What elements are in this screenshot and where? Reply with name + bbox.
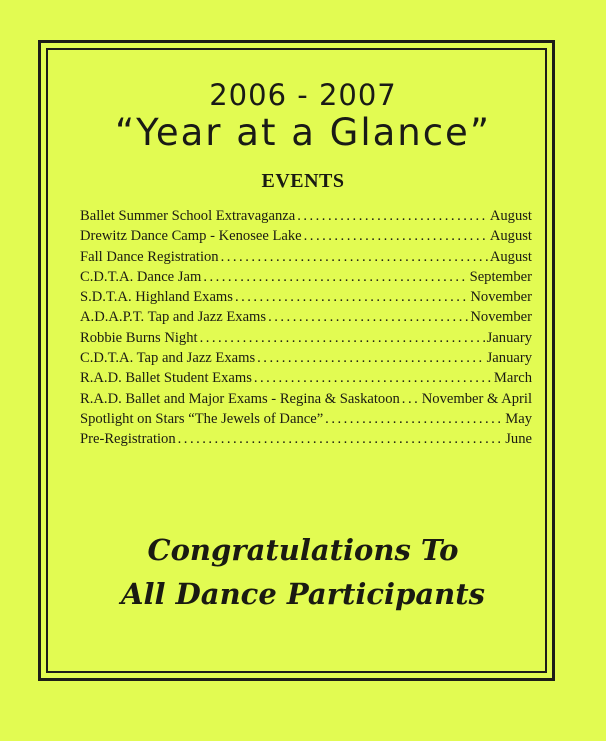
events-list: [80, 206, 532, 450]
event-date: August: [489, 228, 532, 245]
dot-leader: [178, 429, 504, 449]
list-item: [80, 409, 532, 429]
list-item: [80, 206, 532, 226]
event-name: R.A.D. Ballet and Major Exams - Regina & Saskatoon: [80, 390, 400, 407]
list-item: [80, 287, 532, 307]
event-name: C.D.T.A. Dance Jam: [80, 268, 202, 285]
dot-leader: [200, 328, 485, 348]
list-item: [80, 307, 532, 327]
list-item: [80, 328, 532, 348]
event-name: S.D.T.A. Highland Exams: [80, 289, 233, 306]
dot-leader: [221, 247, 488, 267]
list-item: [80, 389, 532, 409]
event-date: March: [493, 370, 532, 387]
event-date: November: [470, 309, 532, 326]
event-name: R.A.D. Ballet Student Exams: [80, 370, 252, 387]
list-item: [80, 226, 532, 246]
event-name: Drewitz Dance Camp - Kenosee Lake: [80, 228, 302, 245]
page-title: “Year at a Glance”: [115, 111, 491, 154]
dot-leader: [304, 226, 488, 246]
list-item: [80, 429, 532, 449]
event-date: January: [486, 329, 532, 346]
list-item: [80, 368, 532, 388]
event-name: Robbie Burns Night: [80, 329, 198, 346]
congratulations-line-1: Congratulations To: [147, 533, 459, 567]
event-date: November & April: [421, 390, 532, 407]
events-heading: EVENTS: [261, 170, 345, 192]
event-date: August: [489, 208, 532, 224]
event-name: Fall Dance Registration: [80, 248, 219, 265]
event-date: November: [470, 289, 532, 306]
list-item: [80, 247, 532, 267]
dot-leader: [402, 389, 420, 409]
event-date: September: [469, 268, 532, 285]
year-heading: 2006 - 2007: [209, 78, 397, 112]
event-name: A.D.A.P.T. Tap and Jazz Exams: [80, 309, 267, 326]
event-date: June: [505, 431, 532, 448]
list-item: [80, 267, 532, 287]
dot-leader: [268, 307, 468, 327]
event-name: C.D.T.A. Tap and Jazz Exams: [80, 350, 256, 367]
dot-leader: [297, 206, 488, 226]
event-name: Spotlight on Stars “The Jewels of Dance”: [80, 410, 324, 427]
congratulations-message: [0, 528, 606, 616]
event-date: January: [486, 350, 532, 367]
event-name: Ballet Summer School Extravaganza: [80, 208, 296, 224]
dot-leader: [203, 267, 467, 287]
event-name: Pre-Registration: [80, 431, 176, 448]
list-item: [80, 348, 532, 368]
dot-leader: [325, 409, 503, 429]
congratulations-line-2: All Dance Participants: [121, 577, 485, 611]
dot-leader: [235, 287, 468, 307]
event-date: August: [489, 248, 532, 265]
event-date: May: [505, 410, 532, 427]
dot-leader: [257, 348, 484, 368]
dot-leader: [254, 368, 492, 388]
